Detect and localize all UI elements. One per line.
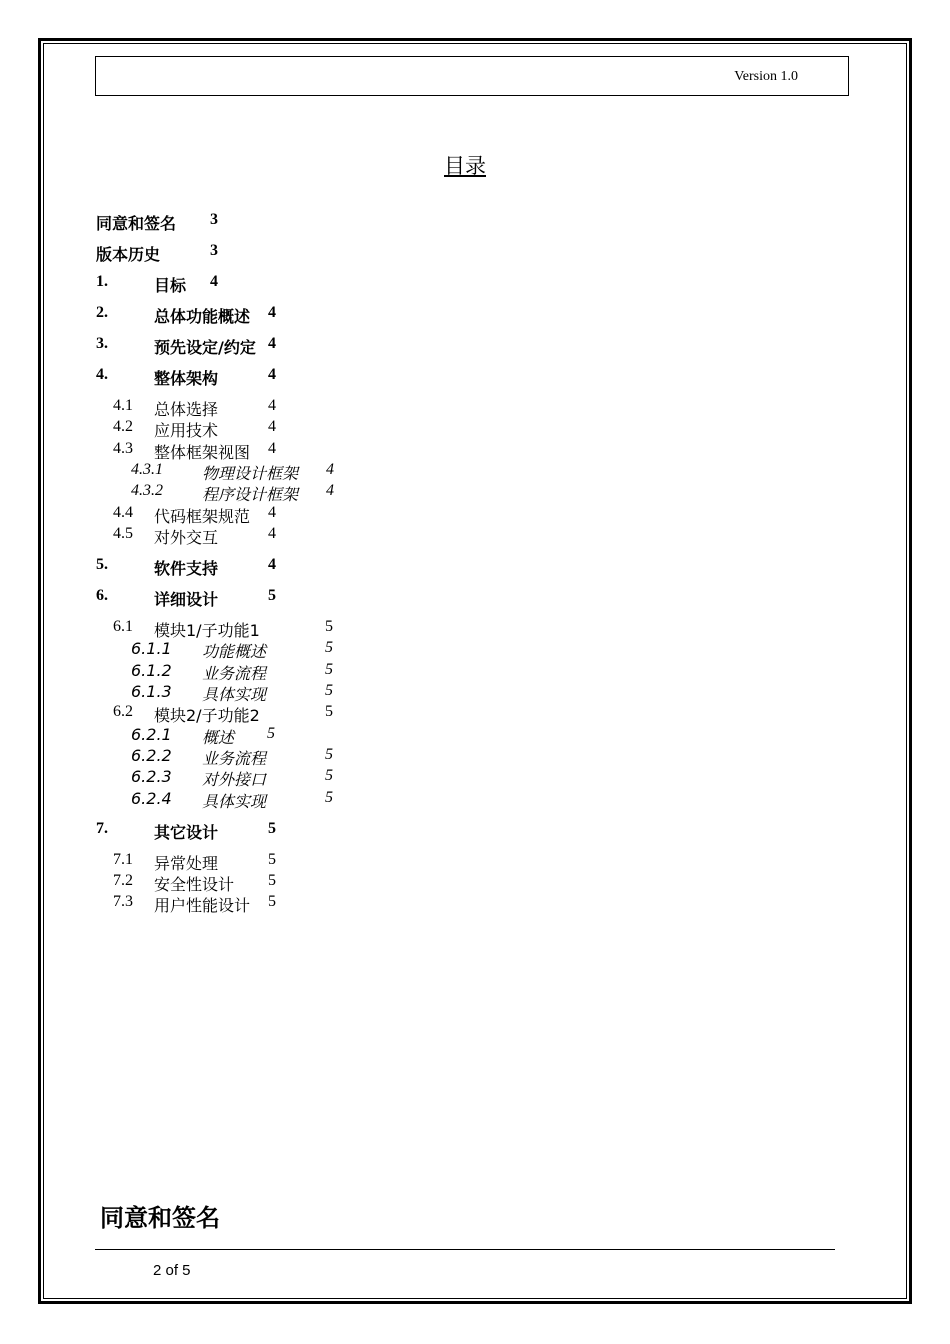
toc-entry-number: 6.2.3 bbox=[131, 767, 172, 786]
toc-entry-page: 4 bbox=[326, 461, 334, 478]
toc-entry-number: 4. bbox=[96, 366, 108, 383]
toc-entry-page: 5 bbox=[268, 872, 276, 889]
toc-entry-label: 代码框架规范 bbox=[154, 507, 251, 526]
toc-entry-label: 程序设计框架 bbox=[202, 485, 299, 504]
toc-entry-page: 3 bbox=[210, 211, 218, 228]
toc-entry-page: 4 bbox=[326, 482, 334, 499]
toc-entry-page: 4 bbox=[268, 304, 276, 321]
toc-entry-label: 业务流程 bbox=[202, 749, 267, 768]
toc-entry-number: 5. bbox=[96, 556, 108, 573]
toc-title: 目录 bbox=[444, 154, 486, 178]
toc-entry-label: 整体架构 bbox=[154, 369, 219, 388]
toc-entry-number: 6.1.3 bbox=[131, 682, 172, 701]
toc-entry-number: 6.1 bbox=[113, 618, 133, 635]
toc-entry-label: 软件支持 bbox=[154, 559, 219, 578]
toc-entry-page: 4 bbox=[268, 556, 276, 573]
version-label: Version 1.0 bbox=[734, 69, 798, 84]
toc-entry-number: 4.3.1 bbox=[131, 461, 163, 478]
toc-entry-label: 具体实现 bbox=[202, 792, 267, 811]
toc-entry-number: 6.1.2 bbox=[131, 661, 172, 680]
toc-entry-label: 其它设计 bbox=[154, 823, 219, 842]
toc-entry-page: 4 bbox=[268, 525, 276, 542]
toc-entry-label: 应用技术 bbox=[154, 421, 219, 440]
section-heading: 同意和签名 bbox=[100, 1204, 220, 1232]
toc-entry-label: 业务流程 bbox=[202, 664, 267, 683]
toc-entry-label: 预先设定/约定 bbox=[154, 338, 256, 357]
toc-entry-page: 5 bbox=[267, 725, 275, 742]
toc-entry-page: 5 bbox=[268, 893, 276, 910]
toc-entry-label: 版本历史 bbox=[96, 245, 161, 264]
toc-entry-page: 4 bbox=[268, 335, 276, 352]
toc-entry-page: 5 bbox=[325, 703, 333, 720]
toc-entry-label: 总体功能概述 bbox=[154, 307, 251, 326]
toc-entry-label: 详细设计 bbox=[154, 590, 219, 609]
toc-entry-number: 6. bbox=[96, 587, 108, 604]
toc-entry-page: 5 bbox=[325, 682, 333, 699]
toc-entry-number: 6.2.4 bbox=[131, 789, 172, 808]
toc-entry-label: 物理设计框架 bbox=[202, 464, 299, 483]
page-number: 2 of 5 bbox=[153, 1262, 191, 1279]
toc-entry-label: 对外接口 bbox=[202, 770, 267, 789]
toc-entry-page: 5 bbox=[325, 661, 333, 678]
toc-entry-label: 安全性设计 bbox=[154, 875, 235, 894]
toc-entry-number: 6.2.1 bbox=[131, 725, 172, 744]
toc-entry-label: 同意和签名 bbox=[96, 214, 177, 233]
toc-entry-page: 4 bbox=[268, 418, 276, 435]
toc-entry-page: 5 bbox=[325, 789, 333, 806]
toc-entry-number: 7.1 bbox=[113, 851, 133, 868]
toc-entry-label: 整体框架视图 bbox=[154, 443, 251, 462]
toc-entry-number: 3. bbox=[96, 335, 108, 352]
toc-entry-page: 5 bbox=[325, 767, 333, 784]
toc-entry-page: 3 bbox=[210, 242, 218, 259]
toc-entry-page: 5 bbox=[268, 587, 276, 604]
toc-entry-page: 4 bbox=[268, 397, 276, 414]
toc-entry-number: 6.2 bbox=[113, 703, 133, 720]
toc-entry-label: 模块2/子功能2 bbox=[154, 706, 260, 725]
toc-entry-label: 模块1/子功能1 bbox=[154, 621, 260, 640]
toc-entry-number: 6.1.1 bbox=[131, 639, 172, 658]
toc-entry-label: 目标 bbox=[154, 276, 187, 295]
toc-entry-number: 4.4 bbox=[113, 504, 133, 521]
toc-entry-number: 2. bbox=[96, 304, 108, 321]
toc-entry-label: 概述 bbox=[202, 728, 235, 747]
toc-entry-number: 7.3 bbox=[113, 893, 133, 910]
toc-entry-number: 4.3.2 bbox=[131, 482, 163, 499]
footer-divider bbox=[95, 1249, 835, 1250]
toc-entry-number: 4.5 bbox=[113, 525, 133, 542]
toc-entry-label: 具体实现 bbox=[202, 685, 267, 704]
toc-entry-page: 5 bbox=[268, 820, 276, 837]
toc-entry-page: 5 bbox=[325, 639, 333, 656]
page-header bbox=[95, 56, 849, 96]
toc-entry-number: 7.2 bbox=[113, 872, 133, 889]
toc-entry-number: 4.1 bbox=[113, 397, 133, 414]
toc-entry-number: 7. bbox=[96, 820, 108, 837]
toc-entry-number: 6.2.2 bbox=[131, 746, 172, 765]
toc-entry-page: 5 bbox=[325, 746, 333, 763]
toc-entry-page: 4 bbox=[268, 504, 276, 521]
toc-entry-page: 4 bbox=[268, 440, 276, 457]
toc-entry-number: 4.2 bbox=[113, 418, 133, 435]
toc-entry-number: 1. bbox=[96, 273, 108, 290]
toc-entry-number: 4.3 bbox=[113, 440, 133, 457]
toc-entry-label: 功能概述 bbox=[202, 642, 267, 661]
toc-entry-label: 用户性能设计 bbox=[154, 896, 251, 915]
toc-entry-page: 5 bbox=[325, 618, 333, 635]
toc-entry-page: 4 bbox=[210, 273, 218, 290]
toc-entry-page: 5 bbox=[268, 851, 276, 868]
toc-entry-page: 4 bbox=[268, 366, 276, 383]
toc-entry-label: 总体选择 bbox=[154, 400, 219, 419]
toc-entry-label: 对外交互 bbox=[154, 528, 219, 547]
toc-entry-label: 异常处理 bbox=[154, 854, 219, 873]
